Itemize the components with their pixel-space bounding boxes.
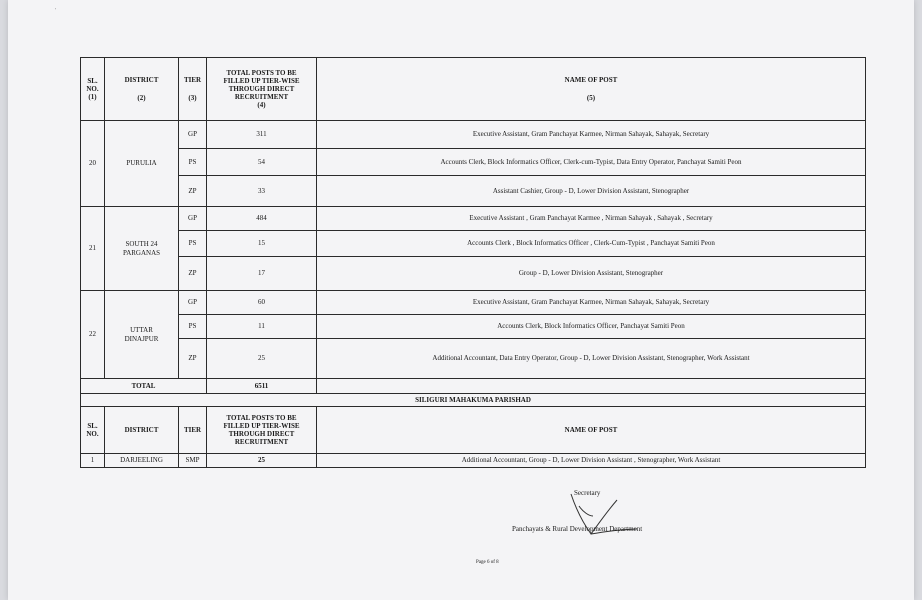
table-row: [81, 121, 866, 149]
total-cell: 484: [207, 207, 317, 231]
signature-scribble-icon: [553, 486, 643, 546]
total-value: 6511: [207, 379, 317, 394]
table-row: [81, 315, 866, 339]
posts-cell: Accounts Clerk, Block Informatics Officer, Clerk-cum-Typist, Data Entry Operator, Panchayat Samiti Peon: [317, 149, 866, 176]
posts-cell: Executive Assistant , Gram Panchayat Karmee , Nirman Sahayak , Sahayak , Secretary: [317, 207, 866, 231]
tier-cell: ZP: [179, 339, 207, 379]
header-slno: SL. NO. (1): [81, 58, 105, 121]
header-total-posts: TOTAL POSTS TO BE FILLED UP TIER-WISE THROUGH DIRECT RECRUITMENT (4): [207, 58, 317, 121]
table-row: [81, 149, 866, 176]
header-district: DISTRICT (2): [105, 58, 179, 121]
posts-cell: Executive Assistant, Gram Panchayat Karmee, Nirman Sahayak, Sahayak, Secretary: [317, 121, 866, 149]
tier-cell: PS: [179, 231, 207, 257]
slno-cell: 1: [81, 454, 105, 468]
total-cell: 311: [207, 121, 317, 149]
header-total-posts: TOTAL POSTS TO BE FILLED UP TIER-WISE THROUGH DIRECT RECRUITMENT: [207, 407, 317, 454]
posts-cell: Executive Assistant, Gram Panchayat Karmee, Nirman Sahayak, Sahayak, Secretary: [317, 291, 866, 315]
tier-cell: GP: [179, 207, 207, 231]
posts-cell: Accounts Clerk, Block Informatics Officer, Panchayat Samiti Peon: [317, 315, 866, 339]
total-cell: 11: [207, 315, 317, 339]
tier-cell: GP: [179, 291, 207, 315]
tier-cell: ZP: [179, 257, 207, 291]
table-header-row: [81, 58, 866, 121]
posts-cell: Accounts Clerk , Block Informatics Officer , Clerk-Cum-Typist , Panchayat Samiti Peon: [317, 231, 866, 257]
header-district: DISTRICT: [105, 407, 179, 454]
signature-title: Secretary: [574, 489, 601, 497]
posts-cell: Additional Accountant, Data Entry Operator, Group - D, Lower Division Assistant, Stenographer, Work Assistant: [317, 339, 866, 379]
posts-cell: Additional Accountant, Group - D, Lower Division Assistant , Stenographer, Work Assistant: [317, 454, 866, 468]
table-row: [81, 176, 866, 207]
total-row: [81, 379, 866, 394]
siliguri-header-row: [81, 407, 866, 454]
table-row: [81, 339, 866, 379]
total-cell: 60: [207, 291, 317, 315]
table-row: [81, 257, 866, 291]
district-cell: SOUTH 24 PARGANAS: [105, 207, 179, 291]
table-row: [81, 454, 866, 468]
table-row: [81, 291, 866, 315]
tier-cell: GP: [179, 121, 207, 149]
siliguri-title-row: [81, 394, 866, 407]
page-number: Page 6 of 8: [476, 560, 499, 565]
slno-cell: 22: [81, 291, 105, 379]
total-label: TOTAL: [81, 379, 207, 394]
total-cell: 54: [207, 149, 317, 176]
total-cell: 17: [207, 257, 317, 291]
siliguri-table: [80, 393, 866, 468]
tier-cell: PS: [179, 149, 207, 176]
district-cell: DARJEELING: [105, 454, 179, 468]
tier-cell: PS: [179, 315, 207, 339]
header-tier: TIER (3): [179, 58, 207, 121]
table-row: [81, 231, 866, 257]
header-name-of-post: NAME OF POST (5): [317, 58, 866, 121]
slno-cell: 20: [81, 121, 105, 207]
header-slno: SL. NO.: [81, 407, 105, 454]
district-cell: PURULIA: [105, 121, 179, 207]
tier-cell: SMP: [179, 454, 207, 468]
scan-mark: ': [55, 8, 57, 14]
total-cell: 15: [207, 231, 317, 257]
posts-cell: Group - D, Lower Division Assistant, Stenographer: [317, 257, 866, 291]
document-page: [8, 0, 914, 600]
siliguri-title: SILIGURI MAHAKUMA PARISHAD: [81, 394, 866, 407]
total-cell: 25: [207, 454, 317, 468]
slno-cell: 21: [81, 207, 105, 291]
total-cell: 33: [207, 176, 317, 207]
header-tier: TIER: [179, 407, 207, 454]
recruitment-table: [80, 57, 866, 394]
total-cell: 25: [207, 339, 317, 379]
table-row: [81, 207, 866, 231]
tier-cell: ZP: [179, 176, 207, 207]
district-cell: UTTAR DINAJPUR: [105, 291, 179, 379]
header-name-of-post: NAME OF POST: [317, 407, 866, 454]
signature-department: Panchayats & Rural Development Department: [512, 525, 643, 533]
posts-cell: Assistant Cashier, Group - D, Lower Division Assistant, Stenographer: [317, 176, 866, 207]
